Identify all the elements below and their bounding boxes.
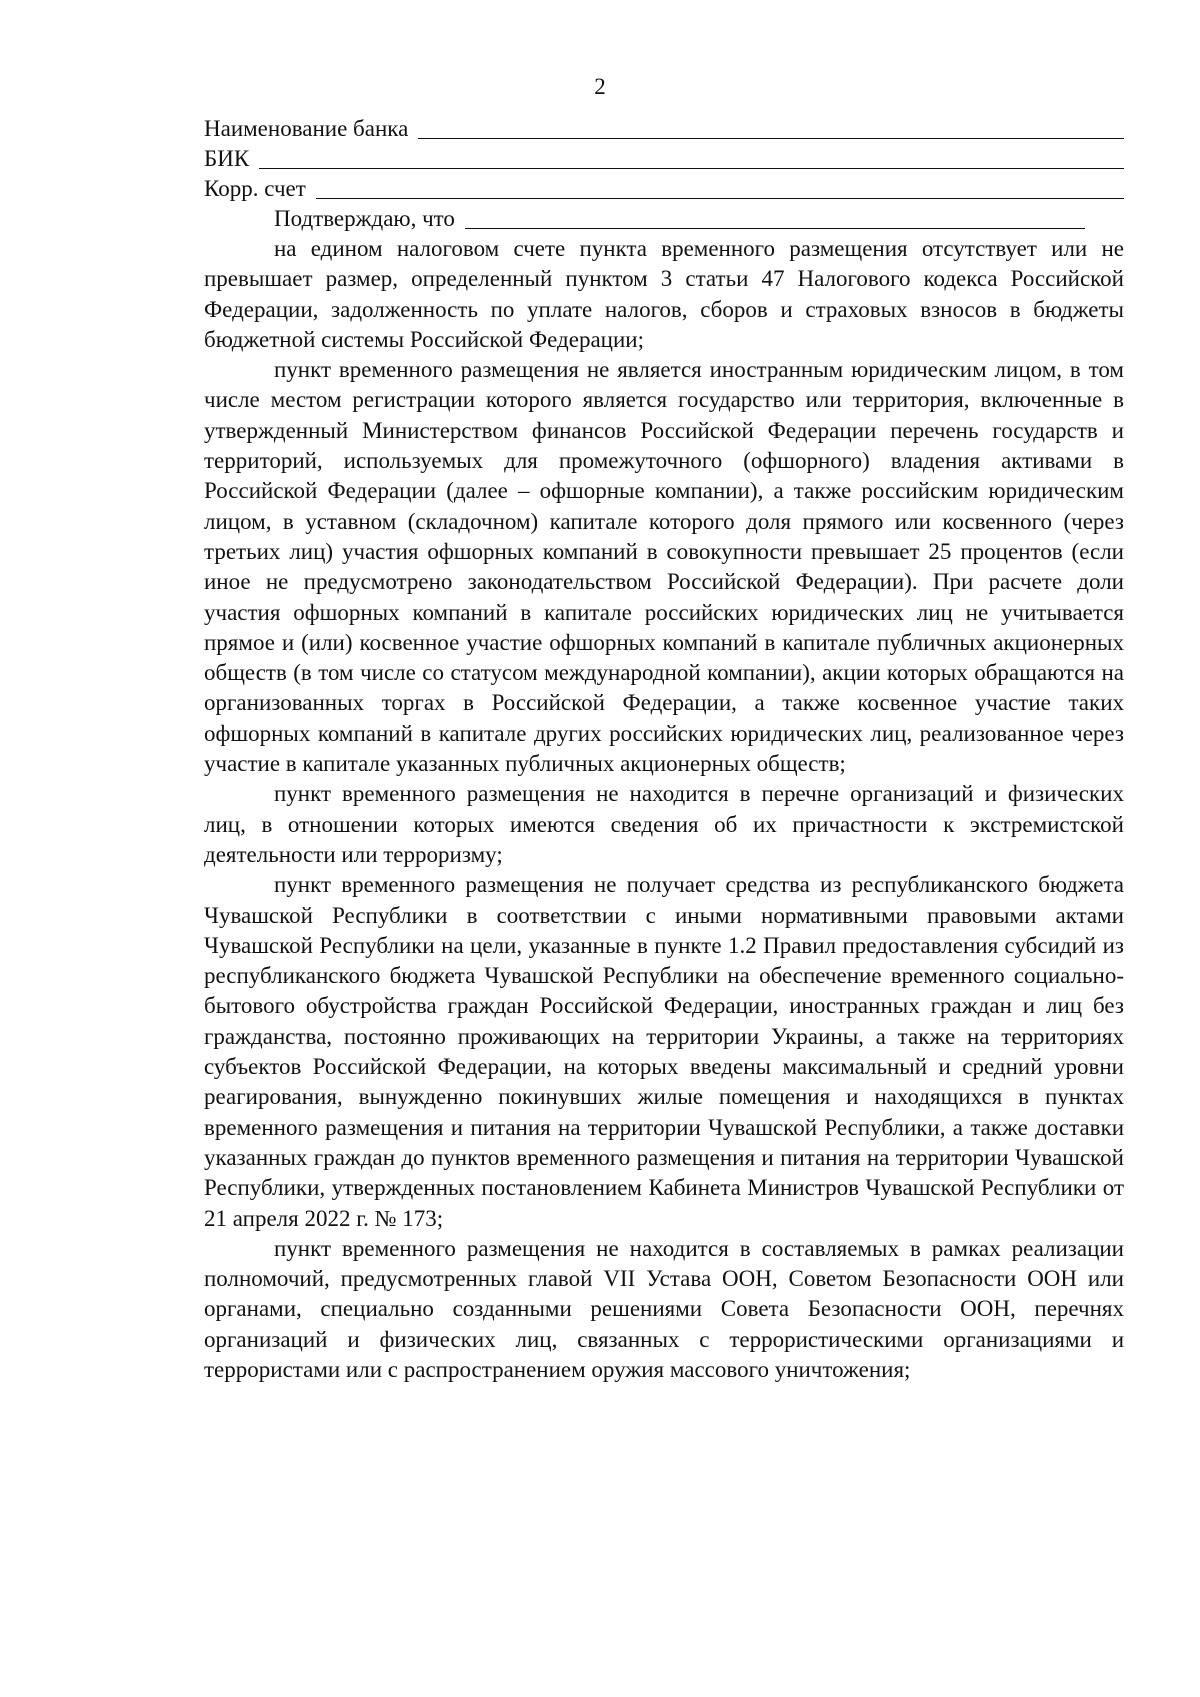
paragraph-tax-debt: на едином налоговом счете пункта временного размещения отсутствует или не превышает размер, определенный пунктом 3 статьи 47 Налогового кодекса Российской Федерации, задолженность по уплате налогов, сборов и страховых взносов в бюджеты бюджетной системы Российской Федерации; (204, 236, 1124, 352)
paragraph-offshore: пункт временного размещения не является иностранным юридическим лицом, в том числе местом регистрации которого является государство или территория, включенные в утвержденный Министерством финансов Российской Федерации перечень государств и территорий, используемых для промежуточного (офшорного) владения активами в Российской Федерации (далее – офшорные компании), а также российским юридическим лицом, в уставном (складочном) капитале которого доля прямого или косвенного (через третьих лиц) участия офшорных компаний в совокупности превышает 25 процентов (если иное не предусмотрено законодательством Российской Федерации). При расчете доли участия офшорных компаний в капитале российских юридических лиц не учитывается прямое и (или) косвенное участие офшорных компаний в капитале публичных акционерных обществ (в том числе со статусом международной компании), акции которых обращаются на организованных торгах в Российской Федерации, а также косвенное участие таких офшорных компаний в капитале других российских юридических лиц, реализованное через участие в капитале указанных публичных акционерных обществ; (204, 357, 1124, 777)
corr-account-blank[interactable] (316, 169, 1124, 199)
confirm-label: Подтверждаю, что (274, 206, 455, 231)
confirm-field (204, 204, 1124, 234)
paragraph-un-sanctions: пункт временного размещения не находится в составляемых в рамках реализации полномочий, предусмотренных главой VII Устава ООН, Советом Безопасности ООН или органами, специально созданными решениями Совета Безопасности ООН, перечнях организаций и физических лиц, связанных с террористическими организациями и террористами или с распространением оружия массового уничтожения; (204, 1235, 1124, 1382)
bank-name-label: Наименование банка (204, 116, 409, 141)
paragraph-budget-funds: пункт временного размещения не получает средства из республиканского бюджета Чувашской Республики в соответствии с иными нормативными правовыми актами Чувашской Республики на цели, указанные в пункте 1.2 Правил предоставления субсидий из республиканского бюджета Чувашской Республики на обеспечение временного социально-бытового обустройства граждан Российской Федерации, иностранных граждан и лиц без гражданства, постоянно проживающих на территории Украины, а также на территориях субъектов Российской Федерации, на которых введены максимальный и средний уровни реагирования, вынужденно покинувших жилые помещения и находящихся в пунктах временного размещения и питания на территории Чувашской Республики, а также доставки указанных граждан до пунктов временного размещения и питания на территории Чувашской Республики, утвержденных постановлением Кабинета Министров Чувашской Республики от 21 апреля 2022 г. № 173; (204, 872, 1124, 1231)
corr-account-label: Корр. счет (204, 176, 306, 201)
paragraph-extremism: пункт временного размещения не находится в перечне организаций и физических лиц, в отношении которых имеются сведения об их причастности к экстремистской деятельности или терроризму; (204, 781, 1124, 867)
bank-name-blank[interactable] (418, 109, 1124, 139)
bik-blank[interactable] (259, 139, 1124, 169)
bik-label: БИК (204, 146, 250, 171)
document-body (204, 114, 1124, 1385)
page-number: 2 (594, 74, 606, 99)
confirm-blank[interactable] (465, 199, 1085, 229)
